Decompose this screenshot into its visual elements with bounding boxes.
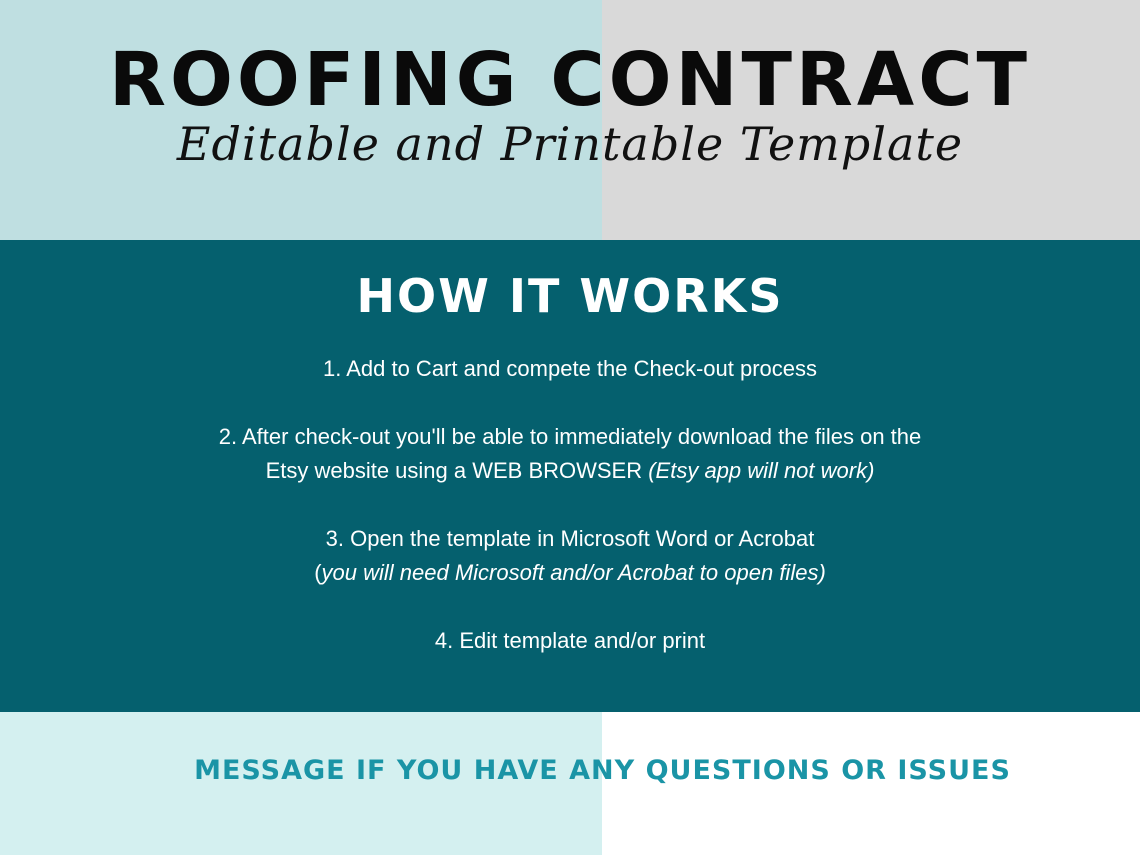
step-4 (0, 624, 1140, 658)
steps-list (0, 352, 1140, 658)
step-1-line-1: 1. Add to Cart and compete the Check-out process (322, 356, 818, 381)
page-title: ROOFING CONTRACT (109, 37, 1031, 123)
header-band (0, 0, 1140, 240)
step-1 (0, 352, 1140, 386)
contact-message: MESSAGE IF YOU HAVE ANY QUESTIONS OR ISSUES (194, 755, 1011, 786)
step-3-line-1: 3. Open the template in Microsoft Word or Acrobat (325, 526, 815, 551)
step-3-line-2: (you will need Microsoft and/or Acrobat to open files) (314, 560, 826, 585)
step-3-note: you will need Microsoft and/or Acrobat to open files) (321, 560, 826, 585)
step-2-line-1: 2. After check-out you'll be able to immediately download the files on the (218, 424, 922, 449)
step-3 (0, 522, 1140, 590)
page-subtitle: Editable and Printable Template (176, 117, 964, 171)
how-it-works-heading: HOW IT WORKS (356, 269, 784, 323)
footer-band (0, 712, 1140, 855)
step-2-note: (Etsy app will not work) (648, 458, 875, 483)
step-4-line-1: 4. Edit template and/or print (434, 628, 706, 653)
step-2-line-2: Etsy website using a WEB BROWSER (Etsy app will not work) (265, 458, 875, 483)
step-2 (0, 420, 1140, 488)
how-it-works-panel (0, 240, 1140, 712)
